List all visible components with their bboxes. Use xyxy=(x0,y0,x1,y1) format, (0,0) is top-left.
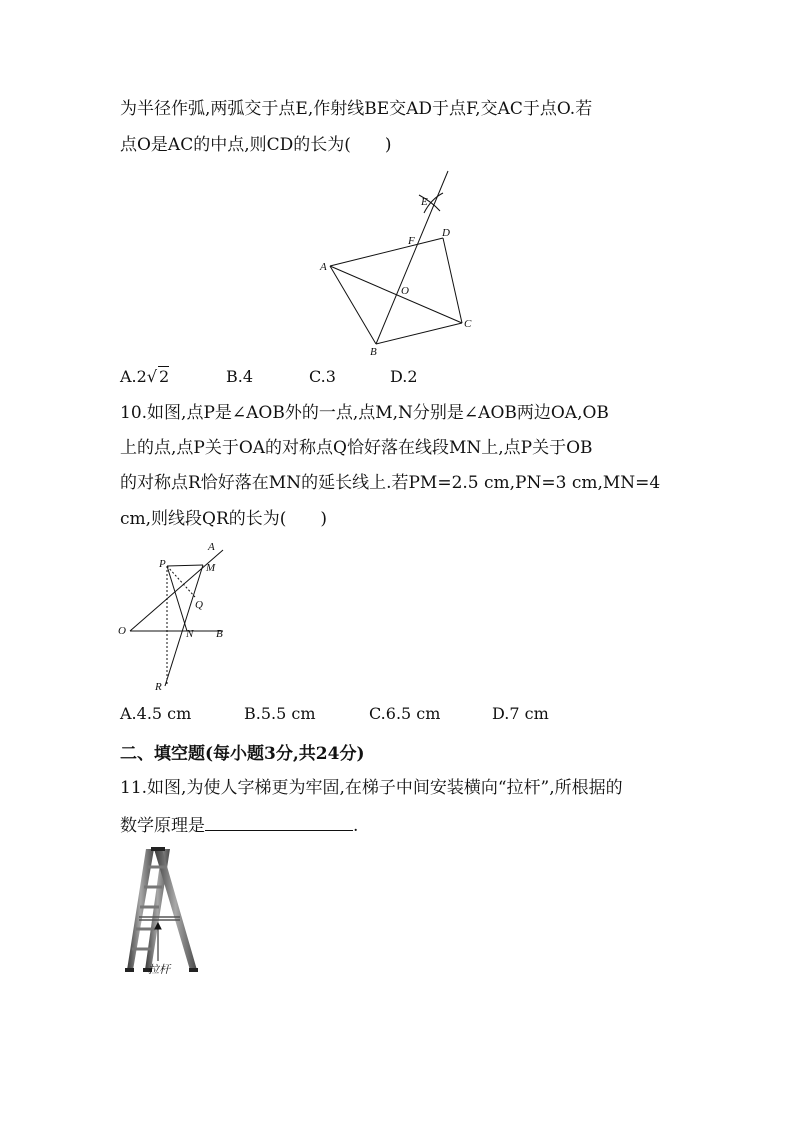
section-heading: 二、填空题(每小题3分,共24分) xyxy=(120,744,365,764)
q9-segment-ac xyxy=(330,266,462,323)
ladder-label: 拉杆 xyxy=(148,964,170,976)
q10-geometry-figure xyxy=(115,538,235,694)
ladder-rails xyxy=(127,847,197,970)
q9-geometry-figure xyxy=(310,165,480,360)
q9-segment-ba xyxy=(330,266,376,344)
q9-option-c: C.3 xyxy=(309,367,336,386)
q10-segment-pn xyxy=(167,566,187,631)
q9-label-c: C xyxy=(464,318,472,330)
pull-rod xyxy=(139,917,180,920)
q11-text-line-1: 11.如图,为使人字梯更为牢固,在梯子中间安装横向“拉杆”,所根据的 xyxy=(120,778,623,798)
q9-label-e: E xyxy=(421,196,428,208)
sqrt-symbol: √ 2 xyxy=(146,367,170,386)
q9-label-o: O xyxy=(401,285,409,297)
q11-text-line-2 xyxy=(120,814,358,837)
q9-segment-dc xyxy=(443,238,462,323)
q10-label-b: B xyxy=(216,628,223,640)
ladder-figure xyxy=(118,845,208,980)
q10-label-o: O xyxy=(118,625,126,637)
q9-option-a xyxy=(120,367,169,387)
q10-label-a: A xyxy=(208,541,215,553)
q10-label-m: M xyxy=(206,562,216,574)
q10-option-d: D.7 cm xyxy=(492,704,549,723)
q9-label-f: F xyxy=(408,235,415,247)
q10-label-p: P xyxy=(159,558,166,570)
q9-text-line-1: 为半径作弧,两弧交于点E,作射线BE交AD于点F,交AC于点O.若 xyxy=(120,99,593,119)
q11-line-2-suffix: . xyxy=(353,816,359,836)
q10-text-line-2: 上的点,点P关于OA的对称点Q恰好落在线段MN上,点P关于OB xyxy=(120,438,593,458)
q9-text-line-2: 点O是AC的中点,则CD的长为( ) xyxy=(120,135,392,155)
q10-option-b: B.5.5 cm xyxy=(244,704,316,723)
q10-line-mr xyxy=(165,565,203,686)
q9-option-a-radicand: 2 xyxy=(159,367,170,386)
q10-text-line-3: 的对称点R恰好落在MN的延长线上.若PM=2.5 cm,PN=3 cm,MN=4 xyxy=(120,473,661,493)
q10-option-a: A.4.5 cm xyxy=(120,704,192,723)
q10-option-c: C.6.5 cm xyxy=(369,704,441,723)
q10-label-q: Q xyxy=(195,599,203,611)
q9-label-a: A xyxy=(320,261,327,273)
q9-label-b: B xyxy=(370,346,377,358)
q10-text-line-4: cm,则线段QR的长为( ) xyxy=(120,509,328,529)
q10-label-n: N xyxy=(186,628,194,640)
q9-option-a-prefix: A.2 xyxy=(120,367,147,386)
q9-option-d: D.2 xyxy=(390,367,418,386)
q9-segment-ad xyxy=(330,238,443,266)
q10-text-line-1: 10.如图,点P是∠AOB外的一点,点M,N分别是∠AOB两边OA,OB xyxy=(120,403,609,423)
q10-segment-pm xyxy=(167,565,203,566)
q9-option-b: B.4 xyxy=(226,367,254,386)
q11-line-2-prefix: 数学原理是 xyxy=(120,816,205,836)
answer-blank xyxy=(205,814,353,831)
q9-label-d: D xyxy=(442,227,450,239)
q10-label-r: R xyxy=(155,681,162,693)
q9-segment-cb xyxy=(376,323,462,344)
q10-dashed-pq xyxy=(167,566,195,597)
arrow-icon xyxy=(155,923,161,961)
